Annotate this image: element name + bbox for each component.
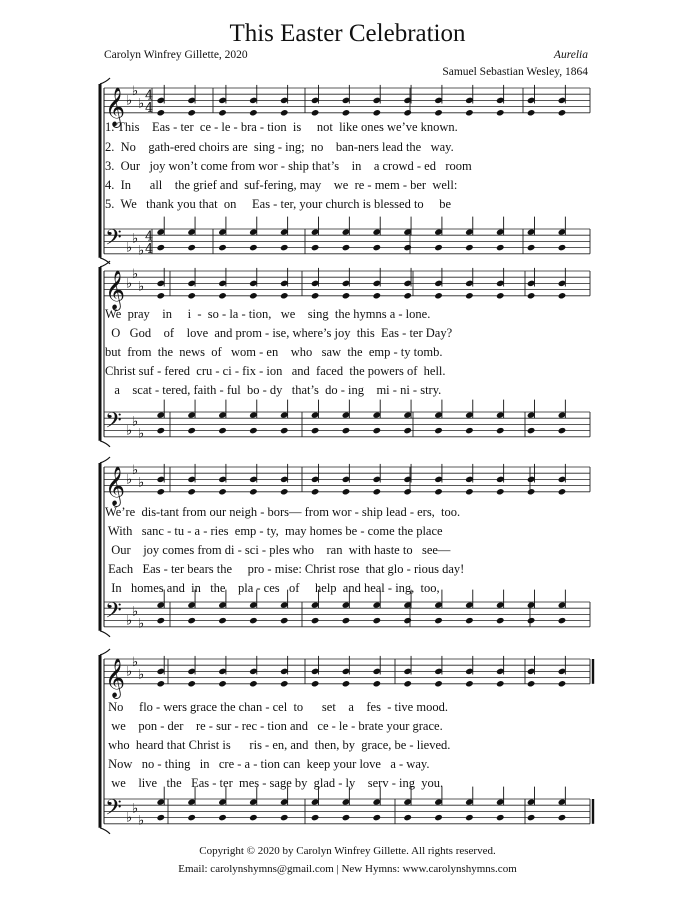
note-head: [311, 617, 320, 624]
note-head: [465, 488, 474, 495]
lyric-line: Each Eas - ter bears the pro - mise: Christ rose that glo - rious day!: [105, 562, 465, 576]
flat-icon: ♭: [132, 604, 139, 620]
brace-end: [100, 78, 110, 84]
flat-icon: ♭: [138, 667, 145, 683]
note-head: [434, 109, 443, 116]
brace-end: [100, 649, 110, 655]
lyric-line: Now no - thing in cre - a - tion can keep your love a - way.: [105, 757, 430, 771]
note-head: [496, 488, 505, 495]
note-head: [218, 427, 227, 434]
brace-end: [100, 457, 110, 463]
note-head: [280, 244, 289, 251]
note-head: [496, 292, 505, 299]
note-head: [527, 680, 536, 687]
note-head: [218, 488, 227, 495]
note-head: [558, 617, 567, 624]
note-head: [434, 814, 443, 821]
note-head: [342, 814, 351, 821]
note-head: [280, 680, 289, 687]
note-head: [280, 292, 289, 299]
lyric-line: Our joy comes from di - sci - ples who ran with haste to see—: [105, 543, 451, 557]
note-head: [465, 109, 474, 116]
flat-icon: ♭: [132, 463, 139, 479]
flat-icon: ♭: [132, 84, 139, 100]
note-head: [218, 244, 227, 251]
lyric-line: but from the news of wom - en who saw the emp - ty tomb.: [105, 345, 443, 359]
note-head: [373, 427, 382, 434]
lyric-line: 4. In all the grief and suf-fering, may we re - mem - ber well:: [105, 178, 458, 192]
note-head: [434, 488, 443, 495]
note-head: [218, 680, 227, 687]
note-head: [157, 488, 166, 495]
note-head: [496, 814, 505, 821]
note-head: [311, 109, 320, 116]
flat-icon: ♭: [126, 93, 133, 109]
brace-end: [100, 441, 110, 447]
note-head: [373, 617, 382, 624]
note-head: [249, 427, 258, 434]
note-head: [558, 109, 567, 116]
lyric-line: who heard that Christ is ris - en, and then, by grace, be - lieved.: [105, 738, 451, 752]
flat-icon: ♭: [138, 243, 145, 259]
note-head: [373, 244, 382, 251]
note-head: [311, 680, 320, 687]
flat-icon: ♭: [126, 472, 133, 488]
note-head: [218, 617, 227, 624]
flat-icon: ♭: [126, 276, 133, 292]
time-signature: 4: [145, 88, 154, 104]
lyric-line: 1. This Eas - ter ce - le - bra - tion is not like ones we’ve known.: [105, 120, 458, 134]
note-head: [187, 814, 196, 821]
lyric-line: we live the Eas - ter mes - sage by glad - ly serv - ing you.: [105, 776, 444, 790]
lyric-line: Christ suf - fered cru - ci - fix - ion and faced the powers of hell.: [105, 364, 446, 378]
note-head: [403, 488, 412, 495]
flat-icon: ♭: [138, 616, 145, 632]
note-head: [465, 814, 474, 821]
note-head: [249, 814, 258, 821]
note-head: [157, 814, 166, 821]
note-head: [403, 244, 412, 251]
flat-icon: ♭: [126, 240, 133, 256]
note-head: [342, 617, 351, 624]
note-head: [218, 814, 227, 821]
note-head: [558, 292, 567, 299]
note-head: [527, 109, 536, 116]
note-head: [465, 244, 474, 251]
note-head: [157, 680, 166, 687]
note-head: [311, 244, 320, 251]
note-head: [373, 814, 382, 821]
lyric-line: 2. No gath-ered choirs are sing - ing; no ban-ners lead the way.: [105, 140, 454, 154]
note-head: [157, 244, 166, 251]
note-head: [187, 680, 196, 687]
bass-clef-icon: 𝄢: [105, 225, 122, 256]
note-head: [465, 427, 474, 434]
note-head: [558, 427, 567, 434]
note-head: [342, 292, 351, 299]
bass-clef-icon: 𝄢: [105, 408, 122, 439]
note-head: [403, 427, 412, 434]
author-credit: Carolyn Winfrey Gillette, 2020: [104, 49, 248, 61]
note-head: [434, 617, 443, 624]
note-head: [527, 488, 536, 495]
flat-icon: ♭: [132, 267, 139, 283]
note-head: [187, 617, 196, 624]
note-head: [280, 617, 289, 624]
note-head: [403, 680, 412, 687]
note-head: [496, 244, 505, 251]
note-head: [527, 244, 536, 251]
note-head: [157, 617, 166, 624]
note-head: [403, 292, 412, 299]
brace-end: [100, 631, 110, 637]
flat-icon: ♭: [138, 96, 145, 112]
bass-clef-icon: 𝄢: [105, 795, 122, 826]
note-head: [527, 617, 536, 624]
flat-icon: ♭: [132, 414, 139, 430]
note-head: [527, 814, 536, 821]
note-head: [187, 488, 196, 495]
note-head: [157, 292, 166, 299]
time-signature: 4: [145, 241, 154, 257]
note-head: [187, 109, 196, 116]
tune-name: Aurelia: [553, 49, 588, 61]
contact-line: Email: carolynshymns@gmail.com | New Hymns: www.carolynshymns.com: [178, 863, 517, 875]
note-head: [342, 244, 351, 251]
note-head: [496, 680, 505, 687]
bass-clef-icon: 𝄢: [105, 598, 122, 629]
copyright-notice: Copyright © 2020 by Carolyn Winfrey Gillette. All rights reserved.: [199, 845, 496, 857]
note-head: [527, 427, 536, 434]
note-head: [434, 244, 443, 251]
flat-icon: ♭: [138, 426, 145, 442]
flat-icon: ♭: [132, 801, 139, 817]
note-head: [342, 680, 351, 687]
note-head: [218, 109, 227, 116]
note-head: [280, 814, 289, 821]
treble-clef-icon: 𝄞: [105, 86, 126, 127]
note-head: [496, 427, 505, 434]
flat-icon: ♭: [126, 810, 133, 826]
note-head: [558, 244, 567, 251]
flat-icon: ♭: [138, 475, 145, 491]
note-head: [434, 292, 443, 299]
note-head: [373, 488, 382, 495]
treble-clef-icon: 𝄞: [105, 657, 126, 698]
note-head: [311, 292, 320, 299]
flat-icon: ♭: [126, 423, 133, 439]
note-head: [527, 292, 536, 299]
flat-icon: ♭: [126, 613, 133, 629]
flat-icon: ♭: [126, 664, 133, 680]
note-head: [465, 292, 474, 299]
note-head: [373, 292, 382, 299]
note-head: [280, 488, 289, 495]
note-head: [465, 680, 474, 687]
note-head: [187, 244, 196, 251]
note-head: [249, 109, 258, 116]
note-head: [558, 814, 567, 821]
lyric-line: In homes and in the pla - ces of help and heal - ing, too,: [105, 581, 440, 595]
lyric-line: a scat - tered, faith - ful bo - dy that’s do - ing mi - ni - stry.: [105, 383, 442, 397]
flat-icon: ♭: [132, 655, 139, 671]
note-head: [465, 617, 474, 624]
note-head: [249, 680, 258, 687]
note-head: [342, 488, 351, 495]
note-head: [558, 680, 567, 687]
flat-icon: ♭: [132, 231, 139, 247]
lyric-line: 5. We thank you that on Eas - ter, your church is blessed to be: [105, 197, 452, 211]
flat-icon: ♭: [138, 813, 145, 829]
note-head: [311, 427, 320, 434]
lyric-line: We pray in i - so - la - tion, we sing the hymns a - lone.: [105, 307, 431, 321]
lyric-line: We’re dis-tant from our neigh - bors— from wor - ship lead - ers, too.: [105, 505, 461, 519]
lyric-line: With sanc - tu - a - ries emp - ty, may homes be - come the place: [105, 524, 443, 538]
note-head: [434, 427, 443, 434]
lyric-line: No flo - wers grace the chan - cel to set a fes - tive mood.: [105, 700, 448, 714]
treble-clef-icon: 𝄞: [105, 269, 126, 310]
note-head: [249, 617, 258, 624]
note-head: [342, 109, 351, 116]
note-head: [249, 488, 258, 495]
note-head: [434, 680, 443, 687]
note-head: [496, 617, 505, 624]
note-head: [280, 427, 289, 434]
note-head: [403, 617, 412, 624]
time-signature: 4: [145, 100, 154, 116]
note-head: [373, 680, 382, 687]
note-head: [403, 814, 412, 821]
note-head: [558, 488, 567, 495]
note-head: [496, 109, 505, 116]
note-head: [157, 427, 166, 434]
note-head: [311, 814, 320, 821]
lyric-line: we pon - der re - sur - rec - tion and ce - le - brate your grace.: [105, 719, 443, 733]
composer-credit: Samuel Sebastian Wesley, 1864: [442, 66, 588, 78]
note-head: [187, 427, 196, 434]
hymn-title: This Easter Celebration: [229, 20, 466, 47]
flat-icon: ♭: [138, 279, 145, 295]
note-head: [342, 427, 351, 434]
brace-end: [100, 828, 110, 834]
lyric-line: O God of love and prom - ise, where’s joy this Eas - ter Day?: [105, 326, 453, 340]
lyric-line: 3. Our joy won’t come from wor - ship that’s in a crowd - ed room: [105, 159, 472, 173]
brace-end: [100, 261, 110, 267]
note-head: [187, 292, 196, 299]
note-head: [157, 109, 166, 116]
note-head: [249, 292, 258, 299]
note-head: [373, 109, 382, 116]
note-head: [311, 488, 320, 495]
note-head: [218, 292, 227, 299]
time-signature: 4: [145, 229, 154, 245]
treble-clef-icon: 𝄞: [105, 465, 126, 506]
note-head: [403, 109, 412, 116]
note-head: [249, 244, 258, 251]
note-head: [280, 109, 289, 116]
